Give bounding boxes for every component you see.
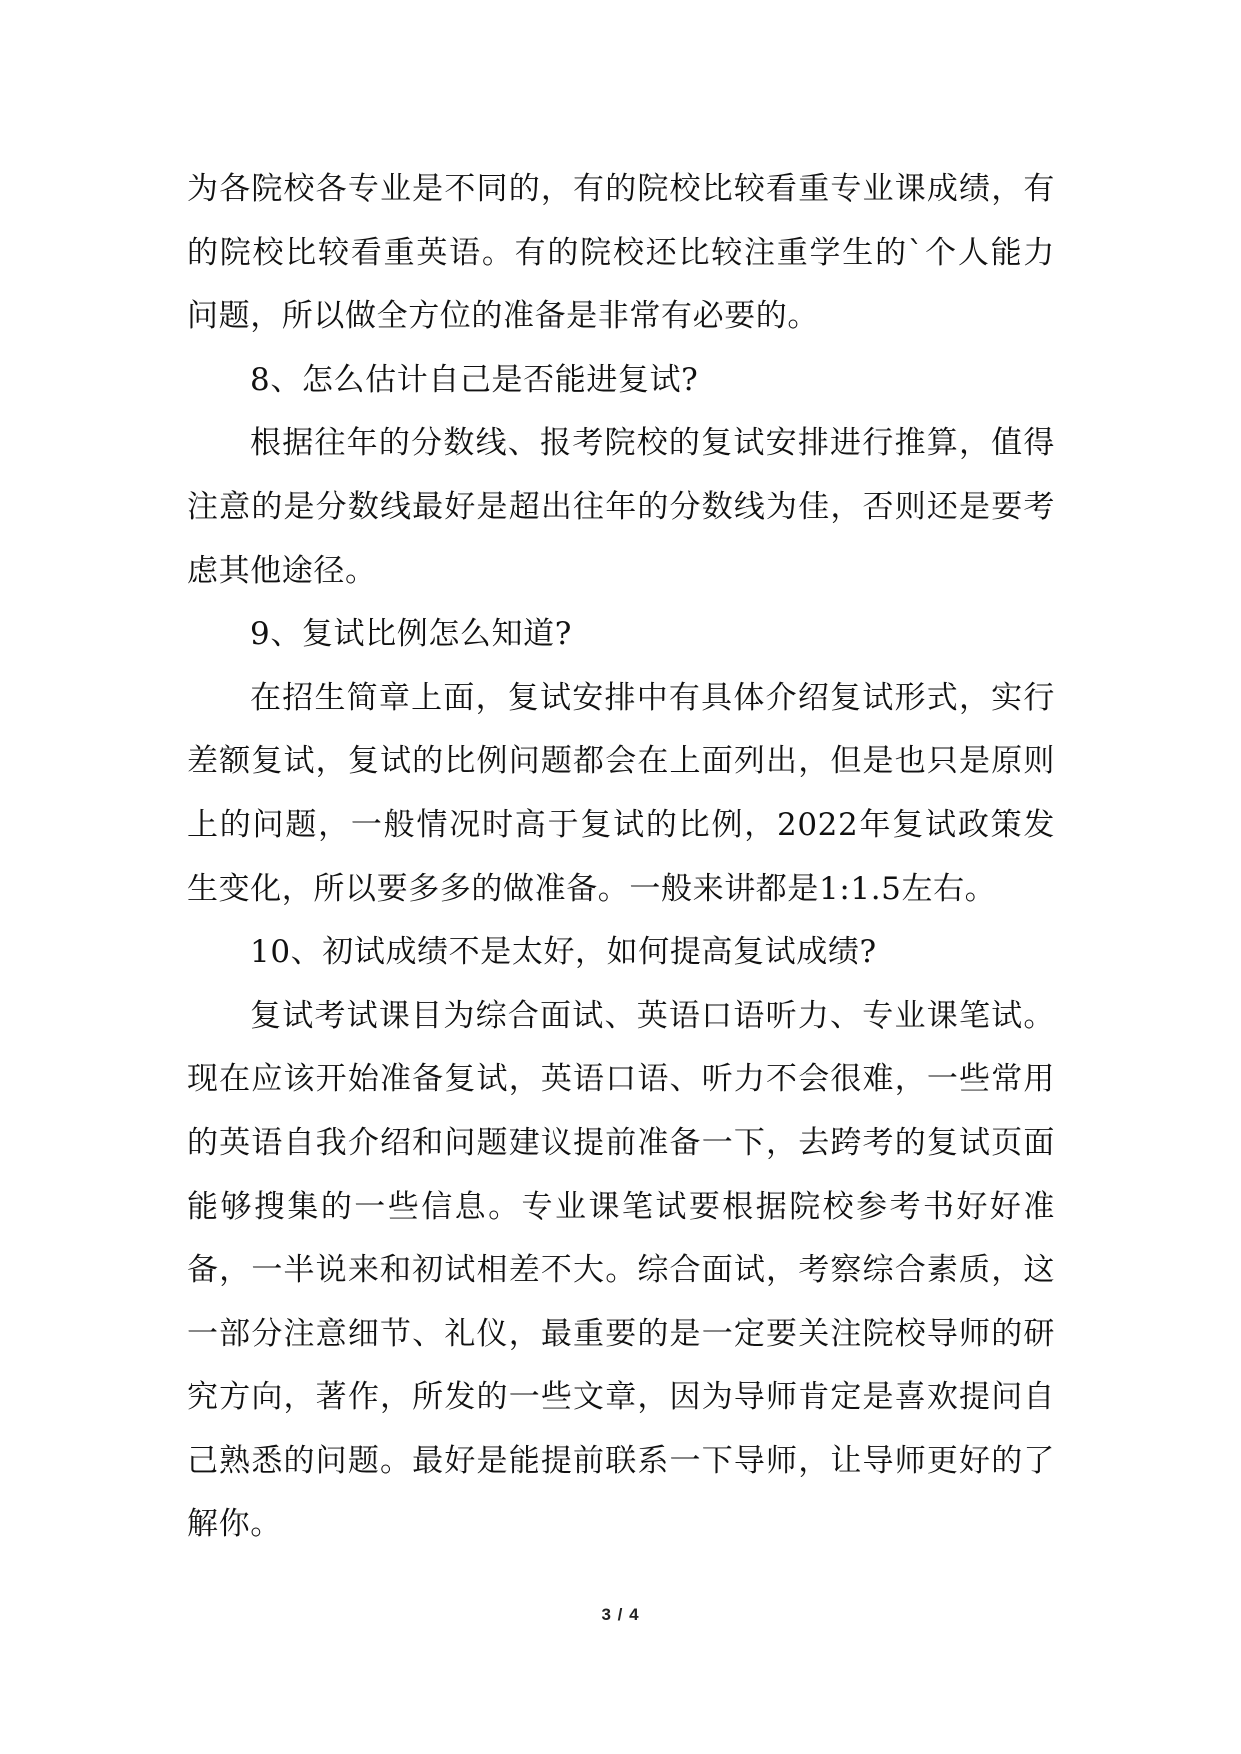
answer-8-paragraph: 根据往年的分数线、报考院校的复试安排进行推算，值得注意的是分数线最好是超出往年的分数线为佳，否则还是要考虑其他途径。 (187, 425, 1055, 589)
document-body (187, 158, 1055, 1557)
answer-10-paragraph: 复试考试课目为综合面试、英语口语听力、专业课笔试。现在应该开始准备复试，英语口语、听力不会很难，一些常用的英语自我介绍和问题建议提前准备一下，去跨考的复试页面能够搜集的一些信息。专业课笔试要根据院校参考书好好准备，一半说来和初试相差不大。综合面试，考察综合素质，这一部分注意细节、礼仪，最重要的是一定要关注院校导师的研究方向，著作，所发的一些文章，因为导师肯定是喜欢提问自己熟悉的问题。最好是能提前联系一下导师，让导师更好的了解你。 (187, 997, 1055, 1543)
question-8-heading: 8、怎么估计自己是否能进复试? (250, 361, 699, 398)
page-number: 3 / 4 (601, 1605, 640, 1624)
question-9-heading: 9、复试比例怎么知道? (250, 616, 572, 653)
question-10-heading: 10、初试成绩不是太好，如何提高复试成绩? (250, 934, 877, 971)
answer-9-paragraph: 在招生简章上面，复试安排中有具体介绍复试形式，实行差额复试，复试的比例问题都会在上面列出，但是也只是原则上的问题，一般情况时高于复试的比例，2022年复试政策发生变化，所以要多多的做准备。一般来讲都是1:1.5左右。 (187, 679, 1055, 907)
paragraph-continuation: 为各院校各专业是不同的，有的院校比较看重专业课成绩，有的院校比较看重英语。有的院校还比较注重学生的`个人能力问题，所以做全方位的准备是非常有必要的。 (187, 171, 1055, 335)
